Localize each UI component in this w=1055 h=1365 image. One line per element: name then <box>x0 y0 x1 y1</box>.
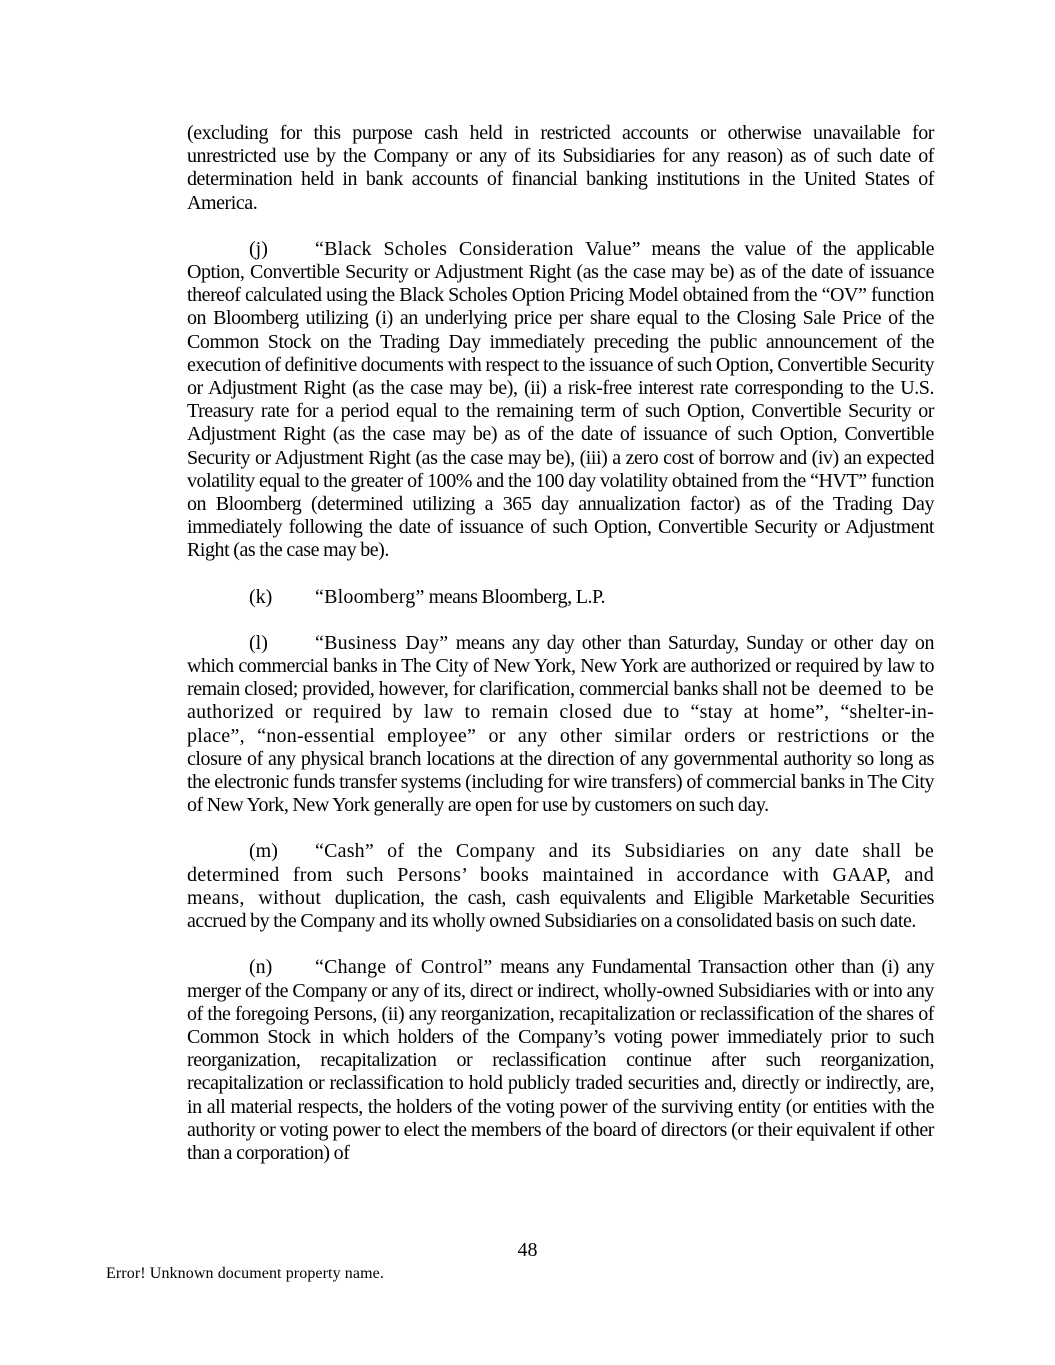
defined-term: “Change of Control” <box>315 956 493 979</box>
paragraph-j-black-scholes-consideration-value <box>187 238 934 563</box>
document-body <box>187 122 934 1188</box>
text-segment: means any day other than Saturday, Sunday or other day on which commercial banks in The City of New York, New York are authorized or required by law to remain closed; provided, however, for clarification, commercial banks shall not <box>187 631 935 701</box>
paragraph-n-change-of-control <box>187 956 934 1165</box>
defined-term: “Cash” <box>315 840 374 863</box>
footer-error-note: Error! Unknown document property name. <box>106 1265 384 1282</box>
text-segment: duplication, the cash, cash equivalents and Eligible Marketable Securities accrued by the Company and its wholly owned Subsidiaries on a consolidated basis on such date. <box>187 886 934 933</box>
paragraph-marker: (n) <box>249 956 273 979</box>
paragraph-marker: (j) <box>249 237 268 260</box>
defined-term: “Business Day” <box>315 631 449 654</box>
text-segment: (excluding for this purpose cash held in restricted accounts or otherwise unavailable for unrestricted use by the Company or any of its Subsidiaries for any reason) as of such date of determination held in bank accounts of financial banking institutions in the United States of America. <box>187 122 934 214</box>
paragraph-marker: (m) <box>249 840 278 863</box>
text-segment: be deemed to be authorized or required by law to remain closed due to “stay at home”, “shelter-in-place”, “non-essential employee” or any other similar orders or restrictions or <box>187 678 934 747</box>
paragraph-m-cash <box>187 840 934 933</box>
defined-term: “Bloomberg” <box>315 585 425 608</box>
text-segment: of the Company and its Subsidiaries on any date shall be determined from such Persons’ books maintained in accordance with GAAP, and means, without <box>187 840 934 909</box>
defined-term: “Black Scholes Consideration Value” <box>315 237 641 260</box>
paragraph-marker: (l) <box>249 631 268 654</box>
paragraph-marker: (k) <box>249 585 273 608</box>
page-number: 48 <box>517 1239 538 1261</box>
paragraph-l-business-day <box>187 632 934 818</box>
text-segment: means any Fundamental Transaction other than (i) any merger of the Company or any of its, direct or indirect, wholly-owned Subsidiaries with or into any of the foregoing Persons, (ii) any reorganization, recapitalization or reclassification of the shares of Common Stock in which holders of the Company’s voting power immediately prior to such reorganization, recapitalization or reclassification continue after such reorganization, recapitalization or reclassification to hold publicly traded securities and, directly or indirectly, are, in all material respects, the holders of the voting power of the surviving entity (or entities with the authority or voting power to elect the members of the board of directors (or their equivalent if other than a corporation) of <box>187 956 935 1164</box>
paragraph-continuation <box>187 122 934 215</box>
text-segment: means the value of the applicable Option, Convertible Security or Adjustment Right (as the case may be) as of the date of issuance thereof calculated using the Black Scholes Option Pricing Model obtained from the “OV” function on Bloomberg utilizing (i) an underlying price per share equal to the Closing Sale Price of the Common Stock on the Trading Day immediately preceding the public announcement of the execution of definitive documents with respect to the issuance of such Option, Convertible Security or Adjustment Right (as the case may be), (ii) a risk-free interest rate corresponding to the U.S. Treasury rate for a period equal to the remaining term of such Option, Convertible Security or Adjustment Right (as the case may be) as of the date of issuance of such Option, Convertible Security or Adjustment Right (as the case may be), (iii) a zero cost of borrow and (iv) an expected volatility equal to the greater of 100% and the 100 day volatility obtained from the “HVT” function on Bloomberg (determined utilizing a 365 day annualization factor) as of the Trading Day immediately following the date of issuance of such Option, Convertible Security or Adjustment Right (as the case may be). <box>187 237 934 562</box>
text-segment: the closure of any physical branch locations at the direction of any governmental authority so long as the electronic funds transfer systems (including for wire transfers) of commercial banks in The City of New York, New York generally are open for use by customers on such day. <box>187 724 934 817</box>
text-segment: means Bloomberg, L.P. <box>424 585 606 608</box>
paragraph-k-bloomberg <box>187 586 934 609</box>
